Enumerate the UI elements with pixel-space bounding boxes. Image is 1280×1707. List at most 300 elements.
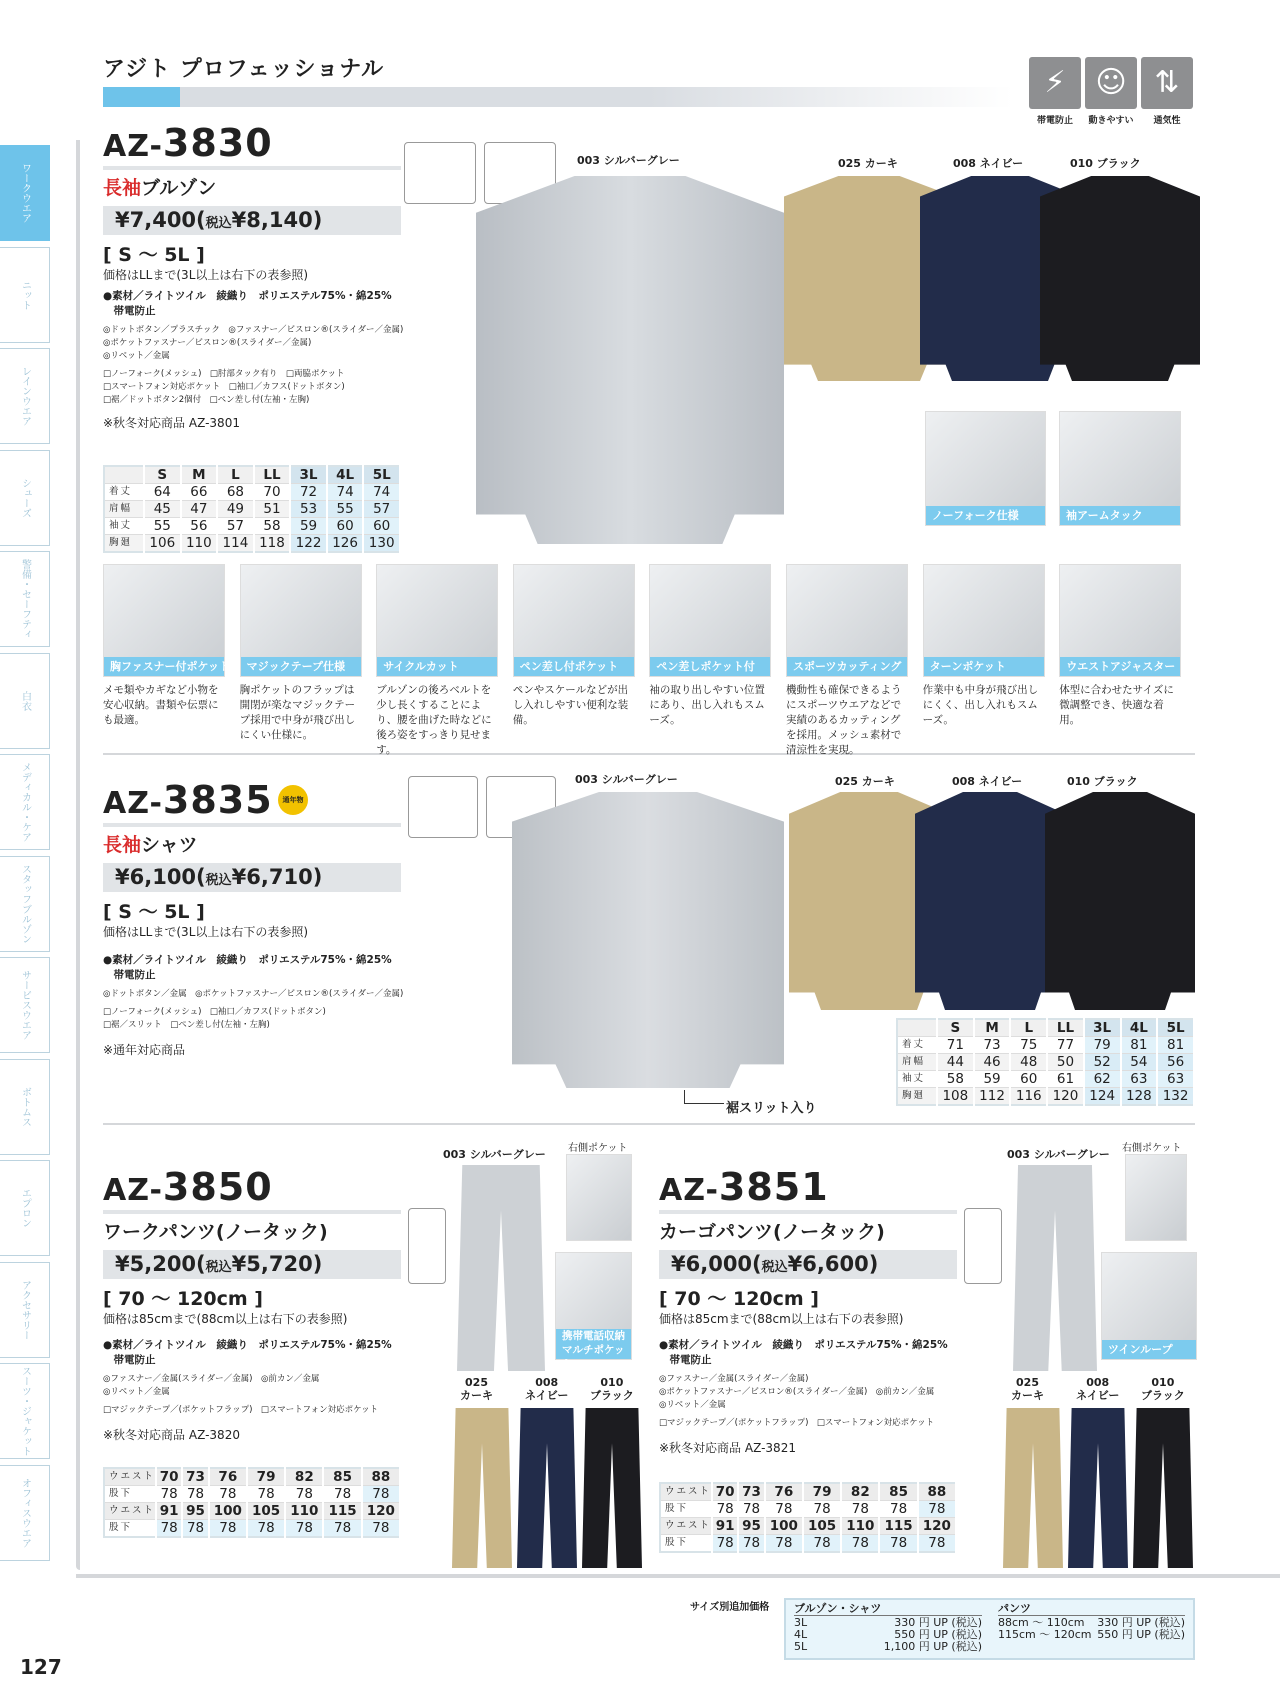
cell: 51: [254, 501, 291, 518]
surcharge-price: 550 円 UP (税込): [1097, 1628, 1185, 1641]
cell: 78: [879, 1501, 917, 1518]
cell: 78: [362, 1486, 400, 1503]
sidebar-tab[interactable]: オフィスウエア: [0, 1465, 50, 1561]
table-row: [104, 501, 400, 518]
size-header: 4L: [327, 466, 364, 484]
cell: 78: [323, 1520, 361, 1538]
sidebar-tab[interactable]: メディカル・ケア: [0, 754, 50, 850]
color-name: ネイビー: [1076, 1389, 1120, 1402]
row-label: 袖丈: [104, 518, 144, 535]
cell: 50: [1047, 1054, 1084, 1071]
spec-line: ◎リベット／金属: [103, 1387, 170, 1397]
cell: 47: [181, 501, 218, 518]
cell: 120: [362, 1503, 400, 1520]
size-header: S: [937, 1019, 974, 1037]
spec-line: 帯電防止: [659, 1354, 712, 1366]
spec-line: □裾／スリット □ペン差し付(左袖・左胸): [103, 1020, 270, 1030]
table-row: [897, 1071, 1194, 1088]
sidebar-tab[interactable]: シューズ: [0, 450, 50, 546]
cell: 45: [144, 501, 181, 518]
size-note: 価格は85cmまで(88cm以上は右下の表参照): [659, 1312, 904, 1326]
table-row: [104, 518, 400, 535]
model-number: AZ-3850: [103, 1165, 273, 1209]
color-label: 025 カーキ: [835, 775, 895, 788]
size-header: 4L: [1121, 1019, 1158, 1037]
feature-label: 動きやすい: [1088, 116, 1134, 126]
feature-breathable: [1141, 57, 1193, 126]
table-row: [897, 1054, 1194, 1071]
cell: 78: [803, 1535, 841, 1553]
row-label: ウエスト: [104, 1468, 156, 1486]
cell: 54: [1121, 1054, 1158, 1071]
table-row: [104, 1520, 400, 1538]
cell: 73: [182, 1468, 208, 1486]
spec-line: ◎ファスナー／金属(スライダー／金属) ◎前カン／金属: [103, 1374, 320, 1384]
sidebar-tab[interactable]: ニット: [0, 247, 50, 343]
cell: 44: [937, 1054, 974, 1071]
product-az3850: [103, 1165, 401, 1443]
feature-image: [240, 564, 362, 677]
row-label: 着丈: [897, 1037, 937, 1054]
sidebar-tab[interactable]: 警備・セーフティ: [0, 551, 50, 647]
table-header-row: [897, 1019, 1194, 1037]
detail-label: 携帯電話収納マルチポケット: [556, 1329, 631, 1359]
color-label: 003 シルバーグレー: [575, 773, 678, 786]
cell: 82: [285, 1468, 323, 1486]
multi-pocket-image: [555, 1252, 632, 1370]
color-name: ネイビー: [525, 1389, 569, 1402]
sidebar-tab[interactable]: サービスウエア: [0, 957, 50, 1053]
rule: [103, 1210, 401, 1214]
row-label: 胸廻: [104, 535, 144, 553]
color-name: カーキ: [460, 1389, 493, 1402]
row-label: 袖丈: [897, 1071, 937, 1088]
cell: 110: [181, 535, 218, 553]
cell: 122: [290, 535, 327, 553]
cell: 115: [879, 1518, 917, 1535]
cell: 115: [323, 1503, 361, 1520]
cell: 88: [918, 1483, 956, 1501]
cell: 55: [327, 501, 364, 518]
table-row: [104, 1486, 400, 1503]
row-label: 肩幅: [104, 501, 144, 518]
feature-spec: [659, 1417, 957, 1430]
material-spec: [103, 289, 401, 319]
surcharge-size: 88cm ～ 110cm: [998, 1616, 1085, 1629]
feature-image: [786, 564, 908, 677]
cell: 73: [974, 1037, 1011, 1054]
section-divider: [103, 753, 1195, 755]
cell: 59: [974, 1071, 1011, 1088]
series-title: アジト プロフェッショナル: [103, 57, 385, 82]
cell: 78: [362, 1520, 400, 1538]
feature-title: ターンポケット: [924, 657, 1044, 676]
model-number: AZ-3830: [103, 121, 273, 165]
feature-description: 体型に合わせたサイズに微調整でき、快適な着用。: [1059, 684, 1174, 726]
twin-loop-image: [1101, 1252, 1197, 1360]
surcharge-price: 330 円 UP (税込): [894, 1616, 982, 1629]
cell: 110: [285, 1503, 323, 1520]
color-label: 008 ネイビー: [953, 157, 1024, 170]
pants-color-image: [1003, 1408, 1063, 1568]
feature-image: [376, 564, 498, 677]
feature-description: 機動性も確保できるようにスポーツウエアなどで実績のあるカッティングを採用。メッシュ素材で清涼性を実現。: [786, 684, 902, 756]
color-code: 010: [600, 1376, 624, 1389]
size-header: 5L: [363, 466, 400, 484]
row-label: 肩幅: [897, 1054, 937, 1071]
cell: 75: [1010, 1037, 1047, 1054]
note: ※秋冬対応商品 AZ-3820: [103, 1428, 240, 1442]
size-header: LL: [254, 466, 291, 484]
cell: 114: [217, 535, 254, 553]
bottom-rule: [76, 1574, 1280, 1578]
feature-antistatic: [1029, 57, 1081, 126]
cell: 78: [918, 1501, 956, 1518]
cell: 78: [156, 1520, 182, 1538]
color-name: ブラック: [1141, 1389, 1185, 1402]
model-number: AZ-3851: [659, 1165, 829, 1209]
cell: 78: [765, 1535, 803, 1553]
cell: 78: [918, 1535, 956, 1553]
table-row: [660, 1518, 956, 1535]
surcharge-size: 115cm ～ 120cm: [998, 1628, 1092, 1641]
color-label: [525, 1376, 568, 1402]
spec-line: ◎ドットボタン／プラスチック ◎ファスナー／ビスロン®(スライダー／金属): [103, 325, 404, 335]
feature-label: 通気性: [1153, 116, 1181, 126]
rule: [103, 823, 401, 827]
cell: 60: [327, 518, 364, 535]
detail-norfolk: [925, 411, 1046, 526]
cell: 78: [803, 1501, 841, 1518]
parts-spec: [103, 324, 404, 363]
cell: 78: [156, 1486, 182, 1503]
spec-line: ●素材／ライトツイル 綾織り ポリエステル75%・綿25%: [659, 1339, 948, 1351]
size-header: 3L: [1084, 1019, 1121, 1037]
table-row: [660, 1535, 956, 1553]
stretch-person-icon: ☺: [1085, 57, 1137, 109]
size-header: M: [974, 1019, 1011, 1037]
surcharge-size: 3L: [794, 1616, 808, 1629]
cell: 130: [363, 535, 400, 553]
cell: 48: [1010, 1054, 1047, 1071]
product-name: カーゴパンツ(ノータック): [659, 1221, 885, 1243]
pocket-label: 右側ポケット: [1122, 1143, 1182, 1154]
cell: 78: [712, 1501, 738, 1518]
color-label: [1076, 1376, 1119, 1402]
price: ¥6,000(税込¥6,600): [659, 1250, 957, 1279]
jacket-silver-image: [476, 176, 784, 544]
table-row: [897, 1037, 1194, 1054]
size-table: [103, 1467, 401, 1538]
color-name: ブラック: [590, 1389, 634, 1402]
cell: 72: [290, 484, 327, 501]
detail-label: ツインループ: [1102, 1340, 1196, 1359]
row-label: 股下: [660, 1501, 712, 1518]
feature-label: 帯電防止: [1036, 116, 1073, 126]
feature-mobility: [1085, 57, 1137, 126]
feature-title: マジックテープ仕様: [241, 657, 361, 676]
price: ¥6,100(税込¥6,710): [103, 863, 401, 892]
sidebar-tab[interactable]: アクセサリー: [0, 1262, 50, 1358]
sidebar-tab[interactable]: スタッフブルゾン: [0, 856, 50, 952]
cell: 73: [738, 1483, 764, 1501]
detail-label: ノーフォーク仕様: [926, 506, 1045, 525]
surcharge-size: 4L: [794, 1628, 808, 1641]
cell: 56: [181, 518, 218, 535]
product-az3851: [659, 1165, 957, 1456]
corner-cell: [897, 1019, 937, 1037]
feature-title: 胸ファスナー付ポケット: [104, 657, 224, 676]
cell: 78: [209, 1486, 247, 1503]
surcharge-price: 330 円 UP (税込): [1097, 1616, 1185, 1629]
pants-color-image: [1133, 1408, 1193, 1568]
size-header: M: [181, 466, 218, 484]
pants-color-image: [517, 1408, 577, 1568]
feature-icons: [1029, 57, 1193, 126]
product-az3830: [103, 121, 404, 431]
color-code: 008: [535, 1376, 559, 1389]
size-range: [ 70 ～ 120cm ]: [103, 1288, 263, 1310]
cell: 49: [217, 501, 254, 518]
cell: 105: [803, 1518, 841, 1535]
spec-line: ◎リベット／金属: [659, 1400, 726, 1410]
feature-title: ウエストアジャスター: [1060, 657, 1180, 676]
sidebar-tab[interactable]: スーツ・ジャケット: [0, 1363, 50, 1459]
feature-image: [649, 564, 771, 677]
cell: 56: [1157, 1054, 1194, 1071]
cell: 71: [937, 1037, 974, 1054]
cell: 79: [803, 1483, 841, 1501]
lightning-icon: ⚡: [1029, 57, 1081, 109]
airflow-arrows-icon: ⇅: [1141, 57, 1193, 109]
size-header: 5L: [1157, 1019, 1194, 1037]
cell: 70: [254, 484, 291, 501]
cell: 57: [217, 518, 254, 535]
color-label: 003 シルバーグレー: [1007, 1148, 1110, 1161]
cell: 82: [841, 1483, 879, 1501]
table-row: [104, 1503, 400, 1520]
table-row: [104, 1468, 400, 1486]
color-code: 025: [1016, 1376, 1039, 1389]
cell: 124: [1084, 1088, 1121, 1106]
surcharge-price: 550 円 UP (税込): [894, 1628, 982, 1641]
spec-line: ◎リベット／金属: [103, 351, 170, 361]
page-number: 127: [20, 1655, 62, 1679]
cell: 128: [1121, 1088, 1158, 1106]
shirt-navy-image: [915, 792, 1065, 1010]
surcharge-row: [998, 1629, 1185, 1641]
cell: 110: [841, 1518, 879, 1535]
cell: 64: [144, 484, 181, 501]
jacket-black-image: [1040, 176, 1200, 381]
sidebar-tab[interactable]: 白衣: [0, 653, 50, 749]
size-note: 価格はLLまで(3L以上は右下の表参照): [103, 925, 309, 939]
note: ※秋冬対応商品 AZ-3821: [659, 1441, 796, 1455]
feature-description: 作業中も中身が飛び出しにくく、出し入れもスムーズ。: [922, 684, 1039, 726]
front-flat-sketch: [404, 142, 476, 204]
feature-description: 袖の取り出しやすい位置にあり、出し入れもスムーズ。: [649, 684, 765, 726]
cell: 78: [247, 1486, 285, 1503]
row-label: ウエスト: [660, 1483, 712, 1501]
parts-spec: [103, 988, 404, 1001]
spec-line: ●素材／ライトツイル 綾織り ポリエステル75%・綿25%: [103, 290, 392, 302]
pants-header: パンツ: [998, 1603, 1185, 1616]
feature-image: [1059, 564, 1181, 677]
note: ※通年対応商品: [103, 1043, 186, 1057]
cell: 126: [327, 535, 364, 553]
cell: 91: [156, 1503, 182, 1520]
color-label: 003 シルバーグレー: [443, 1148, 546, 1161]
cell: 78: [738, 1501, 764, 1518]
size-header: S: [144, 466, 181, 484]
sidebar-tab[interactable]: ワークウエア: [0, 145, 50, 241]
cell: 60: [1010, 1071, 1047, 1088]
cell: 118: [254, 535, 291, 553]
parts-spec: [659, 1373, 957, 1412]
front-flat-sketch: [408, 776, 478, 838]
additional-price-box: [784, 1598, 1195, 1660]
parts-spec: [103, 1373, 401, 1399]
color-label: 010 ブラック: [1070, 157, 1141, 170]
pants-color-image: [1068, 1408, 1128, 1568]
pocket-label: 右側ポケット: [568, 1143, 628, 1154]
color-label: [1141, 1376, 1185, 1402]
cell: 63: [1121, 1071, 1158, 1088]
spec-line: ◎ドットボタン／金属 ◎ポケットファスナー／ビスロン®(スライダー／金属): [103, 989, 404, 999]
cell: 78: [841, 1535, 879, 1553]
spec-line: □スマートフォン対応ポケット □袖口／カフス(ドットボタン): [103, 382, 345, 392]
pants-surcharge-rows: [998, 1617, 1185, 1641]
color-name: カーキ: [1011, 1389, 1044, 1402]
cell: 91: [712, 1518, 738, 1535]
sidebar-tab[interactable]: エプロン: [0, 1160, 50, 1256]
rule: [659, 1210, 957, 1214]
cell: 78: [712, 1535, 738, 1553]
spec-line: □マジックテープ／(ポケットフラップ) □スマートフォン対応ポケット: [103, 1405, 379, 1415]
cell: 70: [156, 1468, 182, 1486]
pants-color-image: [452, 1408, 512, 1568]
cell: 116: [1010, 1088, 1047, 1106]
size-header: L: [217, 466, 254, 484]
cell: 81: [1157, 1037, 1194, 1054]
spec-line: 帯電防止: [103, 305, 156, 317]
cell: 63: [1157, 1071, 1194, 1088]
cell: 68: [217, 484, 254, 501]
cell: 76: [765, 1483, 803, 1501]
cell: 78: [323, 1486, 361, 1503]
cell: 61: [1047, 1071, 1084, 1088]
cell: 60: [363, 518, 400, 535]
cell: 88: [362, 1468, 400, 1486]
jacket-surcharge: [794, 1603, 982, 1655]
size-table: [896, 1018, 1195, 1106]
surcharge-price: 1,100 円 UP (税込): [883, 1640, 982, 1653]
feature-spec: [103, 1006, 401, 1032]
spec-line: 帯電防止: [103, 969, 156, 981]
right-pocket-image: [566, 1154, 632, 1241]
color-code: 025: [465, 1376, 488, 1389]
feature-description: メモ類やカギなど小物を安心収納。書類や伝票にも最適。: [103, 684, 219, 726]
feature-title: スポーツカッティング: [787, 657, 907, 676]
table-row: [660, 1501, 956, 1518]
all-season-badge: 通年物: [278, 785, 308, 815]
feature-image: [513, 564, 635, 677]
cell: 58: [937, 1071, 974, 1088]
right-pocket-image: [1125, 1154, 1187, 1241]
spec-line: □マジックテープ／(ポケットフラップ) □スマートフォン対応ポケット: [659, 1418, 935, 1428]
model-number: AZ-3835: [103, 778, 273, 822]
row-label: 股下: [104, 1486, 156, 1503]
product-name: ワークパンツ(ノータック): [103, 1221, 328, 1243]
cell: 74: [363, 484, 400, 501]
jacket-header: ブルゾン・シャツ: [794, 1603, 982, 1616]
sidebar-tab[interactable]: ボトムス: [0, 1059, 50, 1155]
color-label: [1011, 1376, 1044, 1402]
sidebar-tab[interactable]: レインウエア: [0, 348, 50, 444]
row-label: 胸廻: [897, 1088, 937, 1106]
additional-price-label: サイズ別追加価格: [690, 1602, 770, 1613]
cell: 95: [738, 1518, 764, 1535]
cell: 81: [1121, 1037, 1158, 1054]
feature-title: ペン差しポケット付: [650, 657, 770, 676]
cell: 62: [1084, 1071, 1121, 1088]
feature-description: ブルゾンの後ろベルトを少し長くすることにより、腰を曲げた時などに後ろ姿をすっきり見せます。: [376, 684, 492, 756]
color-code: 008: [1086, 1376, 1110, 1389]
cell: 53: [290, 501, 327, 518]
pants-color-image: [582, 1408, 642, 1568]
spec-line: ◎ポケットファスナー／ビスロン®(スライダー／金属) ◎前カン／金属: [659, 1387, 935, 1397]
cell: 78: [247, 1520, 285, 1538]
cell: 59: [290, 518, 327, 535]
color-label: 003 シルバーグレー: [577, 154, 680, 167]
section-divider: [103, 1123, 1195, 1125]
cell: 46: [974, 1054, 1011, 1071]
pants-surcharge: [998, 1603, 1185, 1655]
feature-image: [103, 564, 231, 677]
feature-description: 胸ポケットのフラップは開閉が楽なマジックテープ採用で中身が飛び出しにくい仕様に。: [239, 684, 356, 741]
price: ¥7,400(税込¥8,140): [103, 206, 401, 235]
shirt-silver-image: [512, 792, 784, 1088]
cell: 100: [209, 1503, 247, 1520]
cell: 78: [182, 1486, 208, 1503]
jacket-surcharge-rows: [794, 1617, 982, 1653]
callout-line: [684, 1090, 724, 1104]
size-table: [659, 1482, 957, 1553]
cell: 78: [285, 1520, 323, 1538]
slit-callout: 裾スリット入り: [726, 1101, 817, 1116]
row-label: 着丈: [104, 484, 144, 501]
table-row: [897, 1088, 1194, 1106]
cell: 105: [247, 1503, 285, 1520]
size-range: [ S ～ 5L ]: [103, 244, 205, 266]
cell: 78: [738, 1535, 764, 1553]
size-header: L: [1010, 1019, 1047, 1037]
table-row: [104, 484, 400, 501]
material-spec: [103, 1338, 401, 1368]
size-range: [ 70 ～ 120cm ]: [659, 1288, 819, 1310]
cell: 52: [1084, 1054, 1121, 1071]
cell: 74: [327, 484, 364, 501]
feature-title: ペン差し付ポケット: [514, 657, 634, 676]
product-name: 長袖シャツ: [103, 834, 198, 856]
cell: 78: [841, 1501, 879, 1518]
cell: 76: [209, 1468, 247, 1486]
price: ¥5,200(税込¥5,720): [103, 1250, 401, 1279]
color-label: 008 ネイビー: [952, 775, 1023, 788]
size-header: LL: [1047, 1019, 1084, 1037]
size-header: 3L: [290, 466, 327, 484]
color-label: [590, 1376, 634, 1402]
